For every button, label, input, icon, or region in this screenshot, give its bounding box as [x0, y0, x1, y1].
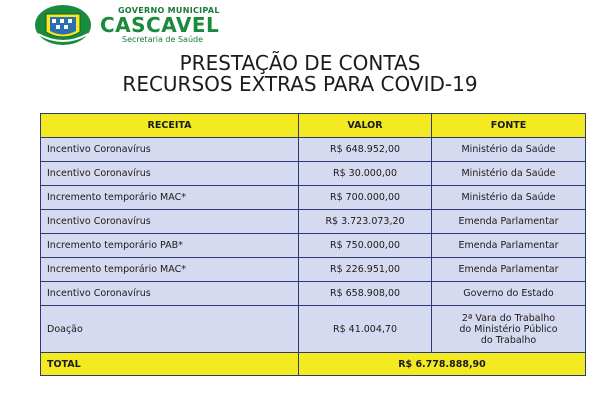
cell-fonte: Emenda Parlamentar — [432, 210, 586, 234]
cell-valor: R$ 648.952,00 — [299, 138, 432, 162]
header-valor: VALOR — [299, 114, 432, 138]
header-receita: RECEITA — [41, 114, 299, 138]
table-row — [41, 234, 586, 258]
cell-receita: Incentivo Coronavírus — [41, 282, 299, 306]
cell-fonte: Ministério da Saúde — [432, 186, 586, 210]
cell-fonte: Governo do Estado — [432, 282, 586, 306]
table-row — [41, 138, 586, 162]
cell-fonte: Emenda Parlamentar — [432, 258, 586, 282]
city-seal-icon — [34, 4, 92, 46]
cell-receita: Incentivo Coronavírus — [41, 138, 299, 162]
sec-label: Secretaria de Saúde — [122, 35, 204, 44]
cell-valor: R$ 700.000,00 — [299, 186, 432, 210]
cell-receita: Incremento temporário MAC* — [41, 258, 299, 282]
cell-receita: Incremento temporário PAB* — [41, 234, 299, 258]
table-row — [41, 258, 586, 282]
cell-receita: Incentivo Coronavírus — [41, 162, 299, 186]
total-row — [41, 353, 586, 376]
table-row — [41, 282, 586, 306]
cell-valor: R$ 750.000,00 — [299, 234, 432, 258]
cell-fonte — [432, 306, 586, 353]
page-title-line1: PRESTAÇÃO DE CONTAS — [179, 51, 421, 75]
cell-valor: R$ 658.908,00 — [299, 282, 432, 306]
accounts-table-wrap — [40, 113, 585, 376]
cell-fonte: Ministério da Saúde — [432, 162, 586, 186]
cell-valor: R$ 3.723.073,20 — [299, 210, 432, 234]
fonte-line: 2ª Vara do Trabalho — [461, 312, 556, 324]
table-row — [41, 210, 586, 234]
table-row — [41, 186, 586, 210]
cell-fonte: Emenda Parlamentar — [432, 234, 586, 258]
page-title-line2: RECURSOS EXTRAS PARA COVID-19 — [122, 72, 478, 96]
table-row — [41, 306, 586, 353]
city-label: CASCAVEL — [100, 13, 220, 37]
brand-text — [100, 6, 220, 44]
cell-valor: R$ 226.951,00 — [299, 258, 432, 282]
header-fonte: FONTE — [432, 114, 586, 138]
table-row — [41, 162, 586, 186]
fonte-line: do Ministério Público — [459, 323, 558, 335]
header-logo-block — [34, 4, 274, 48]
cell-receita: Incremento temporário MAC* — [41, 186, 299, 210]
fonte-line: do Trabalho — [480, 334, 537, 346]
total-label: TOTAL — [41, 353, 299, 376]
table-header-row — [41, 114, 586, 138]
gov-label: GOVERNO MUNICIPAL — [118, 6, 220, 15]
cell-valor: R$ 30.000,00 — [299, 162, 432, 186]
cell-fonte: Ministério da Saúde — [432, 138, 586, 162]
total-value: R$ 6.778.888,90 — [299, 353, 586, 376]
cell-receita: Incentivo Coronavírus — [41, 210, 299, 234]
cell-receita: Doação — [41, 306, 299, 353]
cell-valor: R$ 41.004,70 — [299, 306, 432, 353]
accounts-table — [40, 113, 586, 376]
